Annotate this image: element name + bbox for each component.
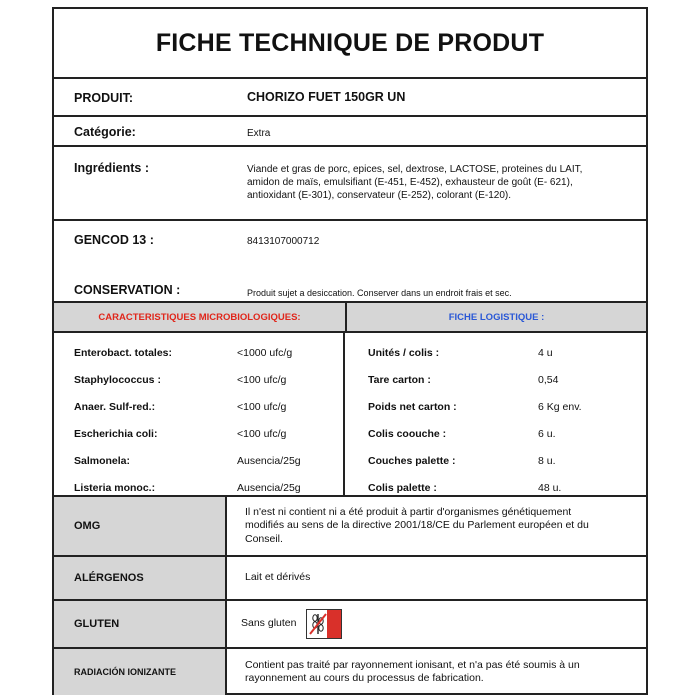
ingredients-text — [247, 163, 582, 202]
omg-line: modifiés au sens de la directive 2001/18/CE du Parlement européen et du — [245, 519, 589, 532]
radiacion-text — [227, 649, 646, 695]
gluten-label: GLUTEN — [54, 601, 227, 647]
micro-row-value: <100 ufc/g — [237, 401, 287, 413]
micro-row-name: Salmonela: — [74, 455, 131, 467]
omg-section — [54, 495, 646, 555]
gluten-body — [227, 601, 646, 647]
micro-header: CARACTERISTIQUES MICROBIOLOGIQUES: — [54, 303, 347, 331]
micro-row-name: Staphylococcus : — [74, 374, 161, 386]
product-sheet — [52, 7, 648, 695]
categorie-label: Catégorie: — [74, 125, 136, 139]
table-header — [54, 301, 646, 331]
gencod-value: 8413107000712 — [247, 236, 320, 247]
alergenos-section — [54, 555, 646, 599]
logistique-row-name: Unités / colis : — [368, 347, 440, 359]
gluten-section — [54, 599, 646, 647]
alergenos-label: ALÉRGENOS — [54, 557, 227, 599]
omg-text — [227, 497, 646, 555]
categorie-value: Extra — [247, 128, 271, 139]
micro-row-value: Ausencia/25g — [237, 455, 301, 467]
logistique-row-value: 48 u. — [538, 482, 562, 494]
micro-row-name: Anaer. Sulf-red.: — [74, 401, 156, 413]
radiacion-line: Contient pas traité par rayonnement ionisant, et n'a pas été soumis à un — [245, 658, 580, 671]
gluten-value: Sans gluten — [241, 617, 297, 630]
logistique-row-value: 4 u — [538, 347, 553, 359]
conservation-label: CONSERVATION : — [74, 283, 181, 297]
gluten-free-icon — [306, 609, 342, 639]
micro-row-value: <100 ufc/g — [237, 374, 287, 386]
micro-row-name: Escherichia coli: — [74, 428, 158, 440]
micro-logistique-table — [54, 331, 646, 495]
micro-row-value: <100 ufc/g — [237, 428, 287, 440]
gencod-label: GENCOD 13 : — [74, 233, 154, 247]
micro-row-name: Enterobact. totales: — [74, 347, 173, 359]
logistique-row-name: Colis coouche : — [368, 428, 447, 440]
micro-row-value: <1000 ufc/g — [237, 347, 293, 359]
radiacion-section — [54, 647, 646, 695]
logistique-row-name: Poids net carton : — [368, 401, 457, 413]
logistique-row-name: Colis palette : — [368, 482, 437, 494]
alergenos-value: Lait et dérivés — [245, 571, 311, 584]
logistique-row-value: 0,54 — [538, 374, 559, 386]
ingredients-line: antioxidant (E-301), conservateur (E-252), colorant (E-120). — [247, 190, 512, 201]
radiacion-line: rayonnement au cours du processus de fabrication. — [245, 672, 484, 684]
radiacion-label: RADIACIÓN IONIZANTE — [54, 649, 227, 695]
omg-line: Conseil. — [245, 532, 283, 545]
conservation-value: Produit sujet a desiccation. Conserver dans un endroit frais et sec. — [247, 288, 512, 298]
ingredients-line: Viande et gras de porc, epices, sel, dextrose, LACTOSE, proteines du LAIT, — [247, 164, 583, 175]
gencod-conservation-row — [54, 219, 646, 301]
ingredients-line: amidon de maïs, emulsifiant (E-451, E-452), exhausteur de goût (E- 621), — [247, 177, 573, 188]
page-title: FICHE TECHNIQUE DE PRODUT — [155, 28, 545, 57]
column-divider — [343, 333, 345, 495]
produit-label: PRODUIT: — [74, 91, 134, 105]
micro-row-name: Listeria monoc.: — [74, 482, 156, 494]
ingredients-row — [54, 145, 646, 219]
produit-value: CHORIZO FUET 150GR UN — [247, 90, 406, 104]
logistique-row-value: 6 u. — [538, 428, 556, 440]
logistique-row-value: 6 Kg env. — [538, 401, 582, 413]
omg-line: Il n'est ni contient ni a été produit à partir d'organismes génétiquement — [245, 505, 572, 518]
logistique-header: FICHE LOGISTIQUE : — [448, 311, 545, 323]
logistique-row-value: 8 u. — [538, 455, 556, 467]
produit-row — [54, 77, 646, 115]
micro-row-value: Ausencia/25g — [237, 482, 301, 494]
categorie-row — [54, 115, 646, 145]
logistique-row-name: Tare carton : — [368, 374, 431, 386]
logistique-row-name: Couches palette : — [368, 455, 456, 467]
omg-label: OMG — [54, 497, 227, 555]
ingredients-label: Ingrédients : — [74, 161, 150, 175]
